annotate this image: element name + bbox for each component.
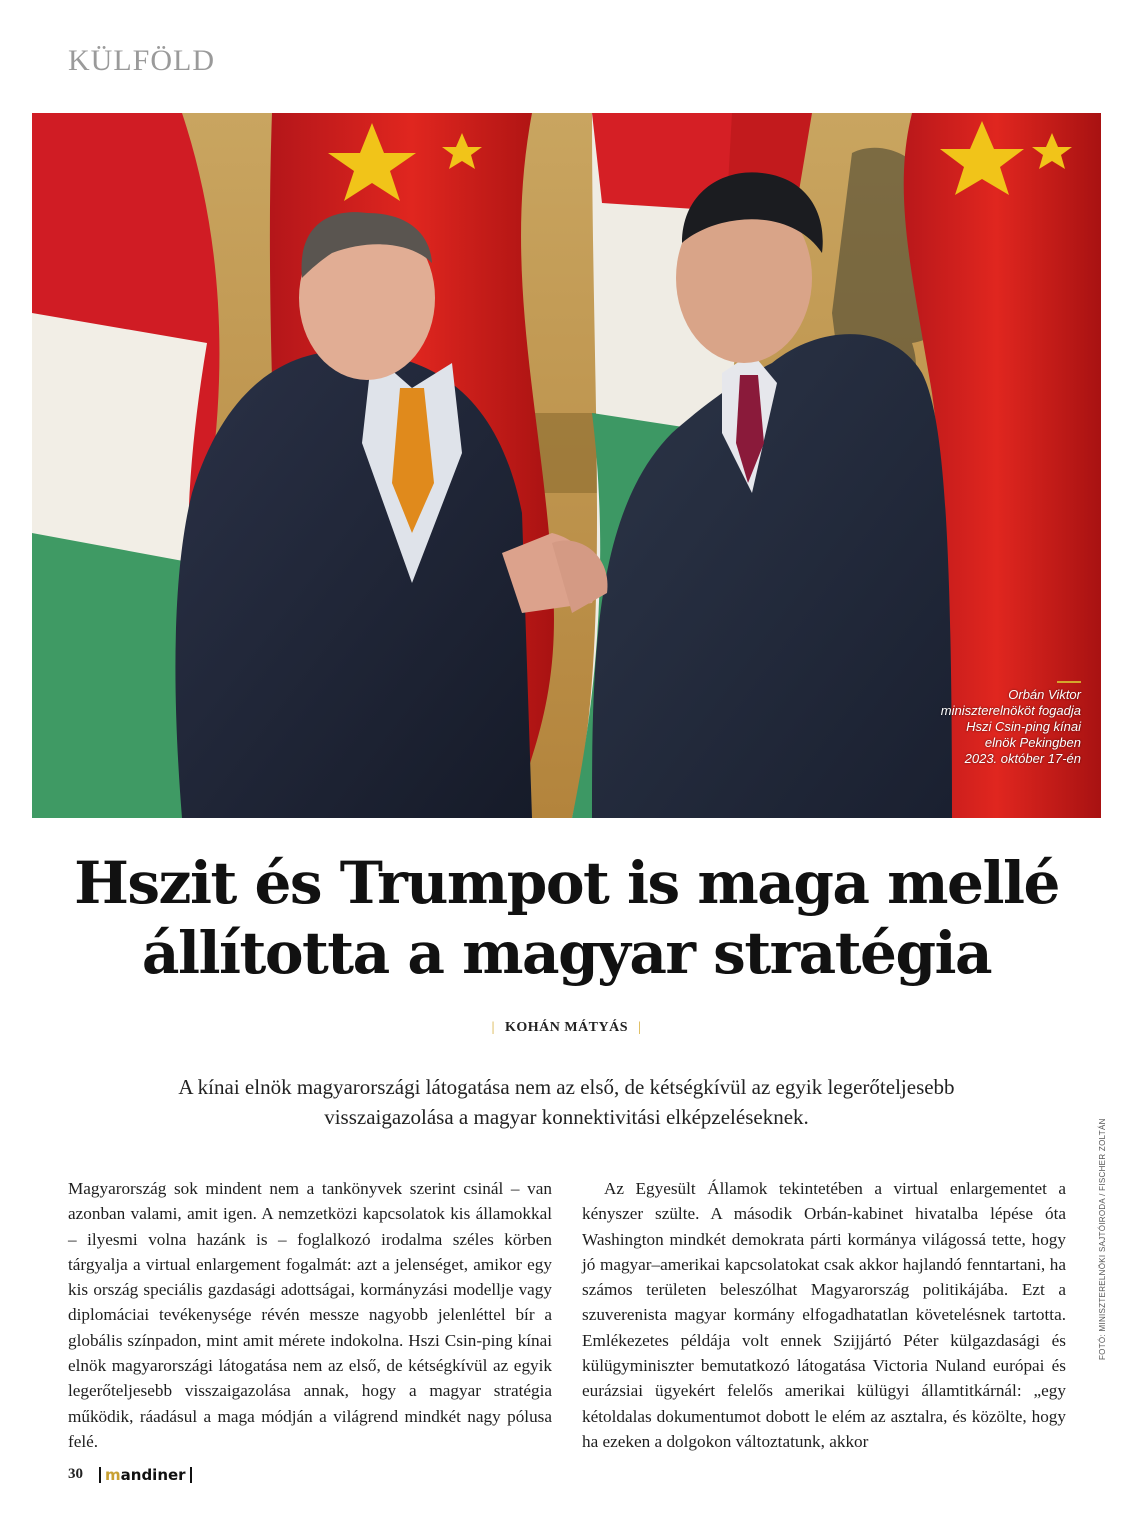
photo-caption xyxy=(881,681,1081,767)
byline-divider: | xyxy=(638,1020,642,1035)
page-number: 30 xyxy=(68,1466,83,1482)
caption-line: Orbán Viktor xyxy=(1008,687,1081,702)
logo-m: m xyxy=(105,1465,121,1484)
headline-line-1: Hszit és Trumpot is maga mellé xyxy=(74,849,1059,917)
article-lead: A kínai elnök magyarországi látogatása nem az első, de kétségkívül az egyik legerőteljesebb visszaigazolása a magyar konnektivitási elképzeléseknek. xyxy=(178,1075,955,1129)
caption-line: elnök Pekingben xyxy=(984,735,1081,750)
byline-divider: | xyxy=(491,1020,495,1035)
body-column-2: Az Egyesült Államok tekintetében a virtual enlargementet a kényszer szülte. A második Orbán-kabinet hivatalba lépése óta Washington mindkét demokrata párti kormánya világossá tette, hogy jó magyar–amerikai kapcsolatokat csak akkor hajlandó fenntartani, ha számos területen beleszólhat Magyarország politikájába. Ezt a szuverenista magyar kormány elfogadhatatlan követelésnek tartotta. Emlékezetes példája volt ennek Szijjártó Péter külgazdasági és külügyminiszter bemutatkozó látogatása Victoria Nuland európai és eurázsiai ügyekért felelős amerikai külügyi államtitkárnál: „egy kétoldalas dokumentumot dobott le elém az asztalra, és közölte, hogy ha ezeken a dolgokon változtatunk, akkor xyxy=(582,1179,1066,1451)
handshake-photo xyxy=(32,113,1101,818)
body-column-1: Magyarország sok mindent nem a tankönyvek szerint csinál – van azonban valami, amit igen. A nemzetközi kapcsolatok kis államokkal – ilyesmi volna hazánk is – foglalkozó irodalma széles körben tárgyalja a virtual enlargement fogalmát: azt a jelenséget, amikor egy kis ország speciális gazdasági adottságai, kormányzási modellje vagy diplomáciai tevékenysége révén messze nagyobb jelenléttel bír a globális színpadon, mint amit mérete indokolna. Hszi Csin-ping kínai elnök magyarországi látogatása nem az első, de kétségkívül az egyik legerőteljesebb visszaigazolása annak, hogy a magyar stratégia működik, ráadásul a maga módján a világrend mindkét nagy pólusa felé. xyxy=(68,1179,552,1451)
caption-line: Hszi Csin-ping kínai xyxy=(966,719,1081,734)
byline xyxy=(0,1020,1133,1036)
caption-line: 2023. október 17-én xyxy=(964,751,1081,766)
author-name: KOHÁN MÁTYÁS xyxy=(504,1020,629,1035)
page-footer xyxy=(68,1466,192,1483)
caption-line: miniszterelnököt fogadja xyxy=(940,703,1081,718)
caption-accent-rule xyxy=(1057,681,1081,683)
headline-line-2: állította a magyar stratégia xyxy=(141,919,992,987)
photo-credit: FOTÓ: MINISZTERELNÖKI SAJTÓIRODA / FISCHER ZOLTÁN xyxy=(1098,1118,1107,1360)
magazine-logo xyxy=(99,1467,192,1483)
article-headline xyxy=(40,848,1093,988)
logo-text: andiner xyxy=(120,1465,186,1484)
section-label: KÜLFÖLD xyxy=(68,44,215,77)
